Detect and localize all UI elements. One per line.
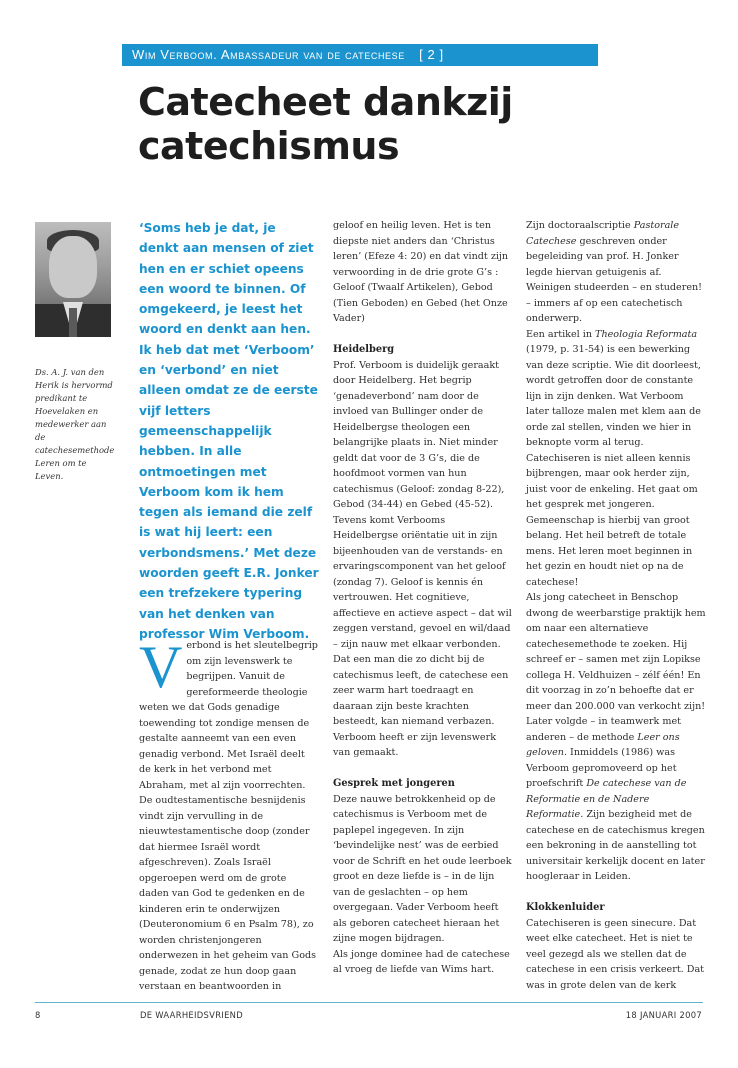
- body-column-3: [526, 218, 706, 993]
- paragraph: [526, 218, 706, 327]
- subheading-klokkenluider: Klokkenluider: [526, 902, 605, 913]
- series-banner: [122, 44, 598, 66]
- series-part-number: [ 2 ]: [419, 47, 444, 62]
- paragraph: Dat een man die zo dicht bij de catechismus leeft, de catechese een zeer warm hart toedraagt en daaraan zijn beste krachten besteedt, kan niemand verbazen. Verboom heeft er zijn levenswerk van gemaakt.: [333, 654, 509, 758]
- portrait-tie: [69, 308, 77, 337]
- paragraph: Prof. Verboom is duidelijk geraakt door Heidelberg. Het begrip ‘genadeverbond’ nam door de invloed van Bullinger onder de Heidelbergse theologen een belangrijke plaats in. Niet minder geldt dat voor de 3 G’s, die de hoofdmoot vormen van hun catechismus (Geloof: zondag 8-22), Gebod (34-44) en Gebed (45-52). Tevens komt Verbooms Heidelbergse oriëntatie uit in zijn bijeenhouden van de verstands- en ervaringscomponent van het geloof (zondag 7). Geloof is kennis én vertrouwen. Het cognitieve, affectieve en actieve aspect – dat wil zeggen verstand, gevoel en wil/daad – zijn nauw met elkaar verbonden.: [333, 359, 512, 650]
- author-caption: Ds. A. J. van den Herik is hervormd predikant te Hoevelaken en medewerker aan de catechesemethode Leren om te Leven.: [35, 367, 115, 481]
- publication-name: DE WAARHEIDSVRIEND: [140, 1010, 243, 1020]
- paragraph: [526, 590, 706, 885]
- paragraph: erbond is het sleutelbegrip om zijn levenswerk te begrijpen. Vanuit de gereformeerde theologie weten we dat Gods genadige toewending tot zondige mensen de gestalte aanneemt van een even genadig verbond. Met Israël deelt de kerk in het verbond met Abraham, met al zijn voorrechten. De oudtestamentische besnijdenis vindt zijn vervulling in de nieuwtestamentische doop (zonder dat hiermee Israël wordt afgeschreven). Zoals Israël opgeroepen werd om de grote daden van God te gedenken en de kinderen erin te onderwijzen (Deuteronomium 6 en Psalm 78), zo worden christenjongeren onderwezen in het geheim van Gods genade, zodat ze hun doop gaan verstaan en beantwoorden in: [139, 640, 318, 992]
- text-run: Als jong catecheet in Benschop dwong de weerbarstige praktijk hem om naar een alternatieve catechesemethode te zoeken. Hij schreef er – samen met zijn Lopikse collega H. Veldhuizen – zélf één! En dit voorzag in zo’n behoefte dat er meer dan 200.000 van verkocht zijn! Later volgde – in teamwerk met anderen – de methode: [526, 592, 706, 743]
- subheading-gesprek-met-jongeren: Gesprek met jongeren: [333, 778, 455, 789]
- italic-title: Pastorale Catechese: [526, 220, 680, 247]
- paragraph: geloof en heilig leven. Het is ten diepste niet anders dan ‘Christus leren’ (Efeze 4: 20) en dat vindt zijn verwoording in de drie grote G’s : Geloof (Twaalf Artikelen), Gebod (Tien Geboden) en Gebed (het Onze Vader): [333, 220, 509, 324]
- text-run: . Zijn bezigheid met de catechese en de catechismus kregen een bekroning in de aanstelling tot universitair kerkelijk docent en later hoogleraar in Leiden.: [526, 809, 705, 882]
- footer-rule: [35, 1002, 703, 1003]
- text-run: geschreven onder begeleiding van prof. H. Jonker legde hiervan getuigenis af. Weinigen studeerden – en studeren! – immers af op een catechetisch onderwerp.: [526, 235, 703, 324]
- paragraph: Als jonge dominee had de catechese al vroeg de liefde van Wims hart.: [333, 948, 510, 975]
- article-title: Catecheet dankzij catechismus: [138, 80, 513, 168]
- italic-title: Theologia Reformata: [595, 328, 698, 340]
- text-run: (1979, p. 31-54) is een bewerking van deze scriptie. Wie dit doorleest, wordt getroffen door de constante lijn in zijn denken. Wat Verboom later talloze malen met klem aan de orde zal stellen, vinden we hier in beknopte vorm al terug. Catechiseren is niet alleen kennis bijbrengen, maar ook herder zijn, juist voor de enkeling. Het gaat om het gesprek met jongeren. Gemeenschap is hierbij van groot belang. Het heil betreft de totale mens. Het leren moet beginnen in het gezin en houdt niet op na de catechese!: [526, 344, 701, 588]
- text-run: Een artikel in: [526, 328, 596, 340]
- lead-quote: ‘Soms heb je dat, je denkt aan mensen of ziet hen en er schiet opeens een woord te binnen. Of omgekeerd, je leest het woord en denkt aan hen. Ik heb dat met ‘Verboom’ en ‘verbond’ en niet alleen omdat ze de eerste vijf letters gemeenschappelijk hebben. In alle ontmoetingen met Verboom kom ik hem tegen als iemand die zelf is wat hij leert: een verbondsmens.’ Met deze woorden geeft E.R. Jonker een trefzekere typering van het denken van professor Wim Verboom.: [139, 221, 319, 641]
- paragraph: [526, 327, 706, 591]
- issue-date: 18 JANUARI 2007: [625, 1010, 702, 1020]
- paragraph: Catechiseren is geen sinecure. Dat weet elke catecheet. Het is niet te veel gezegd als we stellen dat de catechese in een crisis verkeert. Dat was in grote delen van de kerk: [526, 917, 705, 991]
- subheading-heidelberg: Heidelberg: [333, 344, 395, 355]
- text-run: . Inmiddels (1986) was Verboom gepromoveerd op het proefschrift: [526, 747, 677, 789]
- drop-cap: V: [139, 634, 183, 700]
- italic-title: De catechese van de Reformatie en de Nadere Reformatie: [526, 778, 687, 820]
- text-run: Zijn doctoraalscriptie: [526, 220, 634, 231]
- page-number: 8: [35, 1010, 41, 1020]
- series-title: Wim Verboom. Ambassadeur van de catechese: [132, 47, 405, 62]
- body-column-2: [333, 218, 513, 978]
- portrait-face: [49, 236, 97, 298]
- italic-title: Leer ons geloven: [526, 731, 680, 758]
- author-portrait-photo: [35, 222, 111, 337]
- body-column-1: [139, 634, 319, 995]
- paragraph: Deze nauwe betrokkenheid op de catechismus is Verboom met de paplepel ingegeven. In zijn ‘bevindelijke nest’ was de eerbied voor de Schrift en het oude leerboek groot en deze liefde is – in de lijn van de geslachten – op hem overgegaan. Vader Verboom heeft als geboren catecheet hieraan het zijne mogen bijdragen.: [333, 793, 512, 944]
